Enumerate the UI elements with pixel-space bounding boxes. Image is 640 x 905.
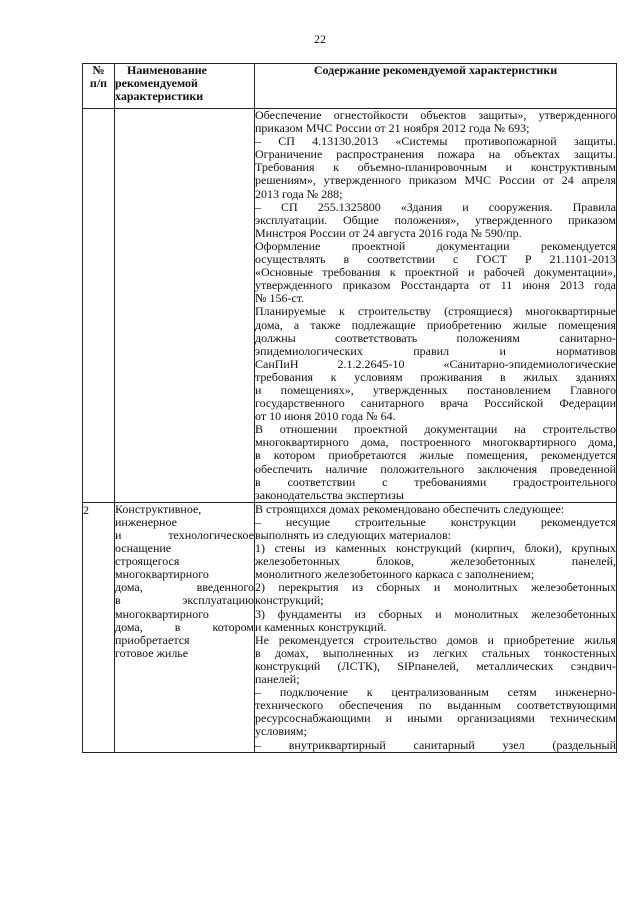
text-line: 3) фундаменты из сборных и монолитных железобетонных (255, 607, 616, 621)
header-number-line: п/п (89, 76, 108, 90)
text-line: в соответствии с требованиями градостроительного (255, 475, 616, 489)
text-line: Ограничение распространения пожара на объектах защиты. (255, 148, 616, 162)
text-line: строящегося (115, 555, 180, 569)
text-line: – СП 255.1325800 «Здания и сооружения. Правила (255, 200, 616, 214)
row-name-cell (115, 109, 255, 503)
text-line: дома, введенного (115, 581, 254, 595)
text-line: инженерное (115, 515, 177, 529)
row-content-cell (255, 502, 617, 752)
text-line: 2013 года № 288; (255, 187, 343, 201)
page-number: 22 (314, 32, 326, 46)
text-line: эпидемиологических правил и нормативов (255, 344, 616, 358)
header-name-line: характеристики (115, 89, 204, 103)
header-name (115, 64, 255, 109)
text-line: оснащение (115, 542, 172, 556)
text-line: дома, а также подлежащие приобретению жилые помещения (255, 318, 616, 332)
text-line: Требования к объемно-планировочным и конструктивным (255, 161, 616, 175)
table-header-row (83, 64, 617, 109)
text-line: государственного санитарного врача Российской Федерации (255, 397, 616, 411)
text-line: многоквартирного дома, построенного многоквартирного дома, (255, 436, 616, 450)
text-line: – подключение к централизованным сетям инженерно- (255, 686, 616, 700)
text-line: многоквартирного (115, 568, 209, 582)
text-line: должны соответствовать положениям санитарно- (255, 331, 616, 345)
text-line: эксплуатации. Общие положения», утвержденного приказом (255, 213, 616, 227)
header-number-line: № (92, 63, 105, 77)
text-line: и технологическое (115, 529, 254, 542)
text-line: в домах, выполненных из легких стальных тонкостенных (255, 646, 616, 660)
text-line: и каменных конструкций. (255, 620, 387, 634)
row-content-text (255, 109, 616, 502)
text-line: панелей; (255, 673, 300, 687)
text-line: выполнять из следующих материалов: (255, 529, 451, 542)
header-number (83, 64, 115, 109)
text-line: Не рекомендуется строительство домов и приобретение жилья (255, 633, 616, 647)
requirements-table (82, 63, 617, 753)
text-line: СанПиН 2.1.2.2645-10 «Санитарно-эпидемиологические (255, 357, 616, 371)
text-line: В строящихся домах рекомендовано обеспечить следующее: (255, 502, 565, 516)
text-line: утвержденного приказом Росстандарта от 11 июня 2013 года (255, 279, 616, 293)
text-line: – СП 4.13130.2013 «Системы противопожарной защиты. (255, 135, 616, 149)
text-line: – внутриквартирный санитарный узел (раздельный (255, 738, 616, 752)
text-line: законодательства экспертизы (255, 488, 404, 502)
text-line: конструкций; (255, 594, 324, 608)
text-line: Конструктивное, (115, 502, 202, 516)
text-line: готовое жилье (115, 646, 189, 660)
row-name-cell (115, 502, 255, 752)
text-line: в эксплуатацию (115, 594, 254, 608)
text-line: 2) перекрытия из сборных и монолитных железобетонных (255, 581, 616, 595)
text-line: Планируемые к строительству (строящиеся) многоквартирные (255, 305, 616, 319)
text-line: в котором приобретаются жилые помещения, рекомендуется (255, 449, 616, 463)
text-line: многоквартирного (115, 607, 209, 621)
text-line: железобетонных блоков, железобетонных панелей, (255, 555, 616, 569)
text-line: Минстроя России от 24 августа 2016 года № 590/пр. (255, 226, 522, 240)
text-line: условиям; (255, 725, 307, 739)
text-line: требования к условиям проживания в жилых зданиях (255, 370, 616, 384)
text-line: В отношении проектной документации на строительство (255, 423, 616, 437)
text-line: обеспечить наличие положительного заключения проведенной (255, 462, 616, 476)
header-name-line: Наименование (127, 63, 207, 77)
text-line: конструкций (ЛСТК), SIPпанелей, металлических сэндвич- (255, 659, 616, 673)
text-line: № 156-ст. (255, 292, 305, 306)
text-line: решениям», утвержденного приказом МЧС России от 24 апреля (255, 174, 616, 188)
header-content-text: Содержание рекомендуемой характеристики (313, 63, 558, 77)
text-line: Оформление проектной документации рекомендуется (255, 239, 616, 253)
text-line: монолитного железобетонного каркаса с заполнением; (255, 568, 535, 582)
row-number-cell (83, 109, 115, 503)
text-line: от 10 июня 2010 года № 64. (255, 410, 396, 424)
table-row (83, 502, 617, 752)
text-line: Обеспечение огнестойкости объектов защиты», утвержденного (255, 109, 616, 122)
text-line: приобретается (115, 633, 190, 647)
row-number-cell: 2 (83, 502, 115, 752)
header-name-line: рекомендуемой (115, 76, 198, 90)
text-line: дома, в котором (115, 620, 254, 634)
text-line: приказом МЧС России от 21 ноября 2012 года № 693; (255, 122, 530, 136)
row-content-cell (255, 109, 617, 503)
table-row (83, 109, 617, 503)
row-name-text (115, 503, 254, 660)
text-line: ресурсоснабжающими и иными организациями техническим (255, 712, 616, 726)
text-line: 1) стены из каменных конструкций (кирпич, блоки), крупных (255, 542, 616, 556)
row-content-text (255, 503, 616, 752)
text-line: «Основные требования к проектной и рабочей документации», (255, 266, 616, 280)
header-content (255, 64, 617, 109)
text-line: технического обеспечения по выданным соответствующими (255, 699, 616, 713)
text-line: осуществлять в соответствии с ГОСТ Р 21.1101-2013 (255, 253, 616, 267)
text-line: – несущие строительные конструкции рекомендуется (255, 515, 616, 529)
text-line: и помещениях», утвержденных постановлением Главного (255, 383, 616, 397)
